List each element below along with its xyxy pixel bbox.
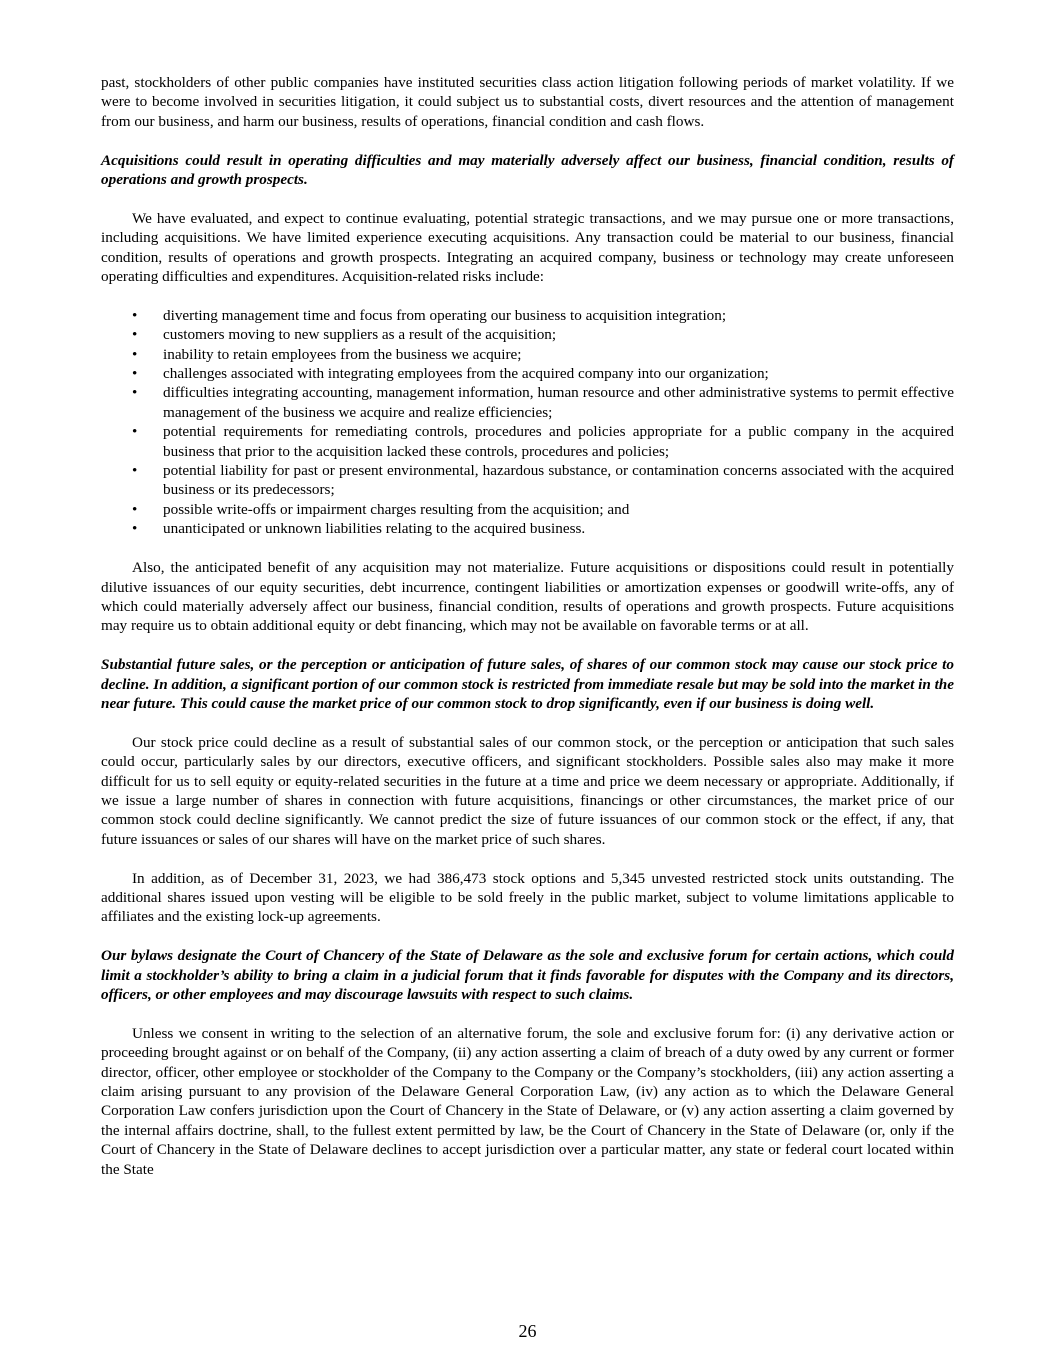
bullet-icon: • (132, 306, 138, 324)
list-item-text: unanticipated or unknown liabilities relating to the acquired business. (163, 520, 586, 538)
paragraph-anticipated-benefit: Also, the anticipated benefit of any acquisition may not materialize. Future acquisitions or dispositions could result in potentially dilutive issuances of our equity securities, debt incurrence, contingent liabilities or amortization expenses or goodwill write-offs, any of which could materially adversely affect our business, financial condition, results of operations and growth prospects. Future acquisitions may require us to obtain additional equity or debt financing, which may not be available on favorable terms or at all. (101, 559, 954, 635)
heading-future-sales-risk: Substantial future sales, or the perception or anticipation of future sales, of shares of our common stock may cause our stock price to decline. In addition, a significant portion of our common stock is restricted from immediate resale but may be sold into the market in the near future. This could cause the market price of our common stock to drop significantly, even if our business is doing well. (101, 656, 954, 712)
bullet-icon: • (132, 365, 138, 383)
list-item (101, 422, 954, 461)
list-item (101, 306, 954, 325)
list-item-text: difficulties integrating accounting, management information, human resource and other administrative systems to permit effective management of the business we acquire and realize efficiencies; (163, 384, 954, 421)
list-item (101, 325, 954, 344)
acquisition-risks-list (101, 306, 954, 539)
bullet-icon: • (132, 345, 138, 363)
bullet-icon: • (132, 462, 138, 480)
heading-acquisitions-risk: Acquisitions could result in operating difficulties and may materially adversely affect our business, financial condition, results of operations and growth prospects. (101, 151, 954, 189)
page-number: 26 (518, 1321, 537, 1341)
paragraph-stock-price-decline: Our stock price could decline as a result of substantial sales of our common stock, or the perception or anticipation that such sales could occur, particularly sales by our directors, executive officers, and significant stockholders. Possible sales also may make it more difficult for us to sell equity or equity-related securities in the future at a time and price we deem necessary or appropriate. Additionally, if we issue a large number of shares in connection with future acquisitions, financings or other circumstances, the market price of our common stock could decline significantly. We cannot predict the size of future issuances of our common stock or the effect, if any, that future issuances or sales of our shares will have on the market price of such shares. (101, 733, 954, 848)
list-item-text: customers moving to new suppliers as a result of the acquisition; (163, 326, 557, 344)
paragraph-securities-litigation: past, stockholders of other public companies have instituted securities class action litigation following periods of market volatility. If we were to become involved in securities litigation, it could subject us to substantial costs, divert resources and the attention of management from our business, and harm our business, results of operations, financial condition and cash flows. (101, 74, 954, 130)
list-item-text: possible write-offs or impairment charges resulting from the acquisition; and (163, 500, 630, 518)
document-page (101, 73, 954, 1179)
list-item (101, 364, 954, 383)
bullet-icon: • (132, 423, 138, 441)
list-item (101, 500, 954, 519)
list-item-text: challenges associated with integrating employees from the acquired company into our organization; (163, 365, 769, 383)
list-item-text: diverting management time and focus from operating our business to acquisition integration; (163, 306, 727, 324)
list-item (101, 383, 954, 422)
list-item (101, 519, 954, 538)
list-item-text: potential requirements for remediating controls, procedures and policies appropriate for a public company in the acquired business that prior to the acquisition lacked these controls, procedures and policies; (163, 423, 954, 460)
bullet-icon: • (132, 326, 138, 344)
bullet-icon: • (132, 384, 138, 402)
heading-bylaws-forum-risk: Our bylaws designate the Court of Chancery of the State of Delaware as the sole and exclusive forum for certain actions, which could limit a stockholder’s ability to bring a claim in a judicial forum that it finds favorable for disputes with the Company and its directors, officers, or other employees and may discourage lawsuits with respect to such claims. (101, 947, 954, 1003)
paragraph-exclusive-forum: Unless we consent in writing to the selection of an alternative forum, the sole and exclusive forum for: (i) any derivative action or proceeding brought against or on behalf of the Company, (ii) any action asserting a claim of breach of a duty owed by any current or former director, officer, other employee or stockholder of the Company to the Company or the Company’s stockholders, (iii) any action asserting a claim arising pursuant to any provision of the Delaware General Corporation Law, (iv) any action as to which the Delaware General Corporation Law confers jurisdiction upon the Court of Chancery in the State of Delaware, or (v) any action asserting a claim governed by the internal affairs doctrine, shall, to the fullest extent permitted by law, be the Court of Chancery in the State of Delaware (or, only if the Court of Chancery in the State of Delaware declines to accept jurisdiction over a particular matter, any state or federal court located within the State (101, 1024, 954, 1178)
paragraph-strategic-transactions: We have evaluated, and expect to continue evaluating, potential strategic transactions, and we may pursue one or more transactions, including acquisitions. We have limited experience executing acquisitions. Any transaction could be material to our business, financial condition, results of operations and growth prospects. Integrating an acquired company, business or technology may create unforeseen operating difficulties and expenditures. Acquisition-related risks include: (101, 209, 954, 286)
list-item (101, 345, 954, 364)
list-item-text: inability to retain employees from the business we acquire; (163, 345, 522, 363)
paragraph-stock-options: In addition, as of December 31, 2023, we had 386,473 stock options and 5,345 unvested restricted stock units outstanding. The additional shares issued upon vesting will be eligible to be sold freely in the public market, subject to volume limitations applicable to affiliates and the existing lock-up agreements. (101, 869, 954, 926)
bullet-icon: • (132, 520, 138, 538)
list-item-text: potential liability for past or present environmental, hazardous substance, or contamination concerns associated with the acquired business or its predecessors; (163, 462, 954, 499)
list-item (101, 461, 954, 500)
bullet-icon: • (132, 500, 138, 518)
